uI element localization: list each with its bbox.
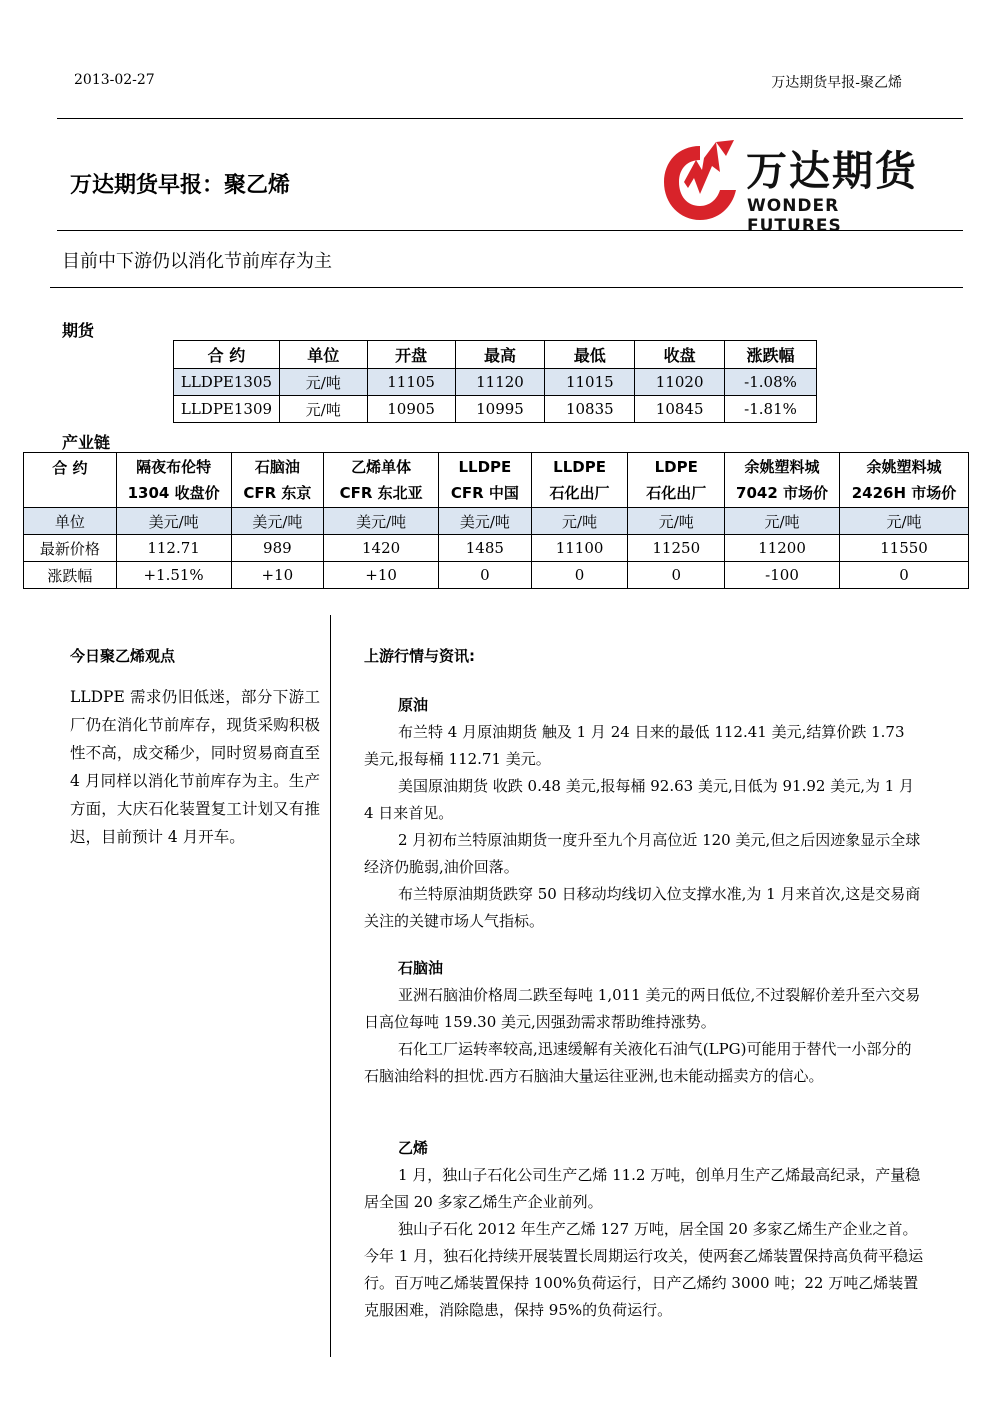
table-cell: 美元/吨: [324, 508, 439, 535]
table-row: [24, 562, 969, 589]
table-cell: 0: [839, 562, 968, 589]
paragraph: 美国原油期货 收跌 0.48 美元,报每桶 92.63 美元,日低为 91.92 美元,为 1 月 4 日来首见。: [364, 777, 915, 822]
logo-chinese-name: 万达期货: [746, 147, 918, 195]
table-cell: 美元/吨: [231, 508, 324, 535]
table-cell: 元/吨: [279, 369, 367, 396]
futures-header-row: [174, 341, 817, 369]
table-cell: 10835: [545, 396, 635, 423]
chain-header-row: [24, 453, 969, 508]
table-cell: 0: [439, 562, 532, 589]
company-logo: [660, 138, 940, 236]
futures-col-header: 最低: [545, 341, 635, 369]
table-cell: 0: [628, 562, 725, 589]
table-cell: +10: [324, 562, 439, 589]
table-cell: 11250: [628, 535, 725, 562]
table-cell: 元/吨: [839, 508, 968, 535]
table-cell: 1420: [324, 535, 439, 562]
chain-col-header: 石脑油 CFR 东京: [231, 453, 324, 508]
table-cell: +10: [231, 562, 324, 589]
futures-col-header: 开盘: [367, 341, 455, 369]
table-row: [174, 396, 817, 423]
table-cell: 989: [231, 535, 324, 562]
futures-col-header: 最高: [455, 341, 545, 369]
chain-col-header: LLDPE 石化出厂: [531, 453, 628, 508]
paragraph: 布兰特原油期货跌穿 50 日移动均线切入位支撑水准,为 1 月来首次,这是交易商关注的关键市场人气指标。: [364, 885, 921, 930]
logo-english-name: WONDER FUTURES: [747, 196, 842, 236]
chain-col-header: 余姚塑料城 7042 市场价: [725, 453, 840, 508]
table-cell: 112.71: [116, 535, 231, 562]
futures-col-header: 单位: [279, 341, 367, 369]
header-doc-title: 万达期货早报-聚乙烯: [771, 75, 902, 91]
header-divider: [57, 118, 963, 119]
title-divider: [57, 230, 963, 231]
chain-col-header: LLDPE CFR 中国: [439, 453, 532, 508]
table-cell: 10845: [635, 396, 725, 423]
paragraph: 亚洲石脑油价格周二跌至每吨 1,011 美元的两日低位,不过裂解价差升至六交易日高位每吨 159.30 美元,因强劲需求帮助维持涨势。: [364, 986, 921, 1031]
table-cell: 11020: [635, 369, 725, 396]
table-cell: 11200: [725, 535, 840, 562]
chain-col-header: 合 约: [24, 453, 117, 508]
table-cell: -1.08%: [725, 369, 817, 396]
table-cell: 0: [531, 562, 628, 589]
upstream-title: 上游行情与资讯:: [364, 647, 475, 665]
table-cell: 10905: [367, 396, 455, 423]
paragraph: 2 月初布兰特原油期货一度升至九个月高位近 120 美元,但之后因迹象显示全球经济仍脆弱,油价回落。: [364, 831, 921, 876]
chain-col-header: 乙烯单体 CFR 东北亚: [324, 453, 439, 508]
chain-col-header: LDPE 石化出厂: [628, 453, 725, 508]
chain-col-header: 余姚塑料城 2426H 市场价: [839, 453, 968, 508]
view-body: LLDPE 需求仍旧低迷，部分下游工厂仍在消化节前库存，现货采购积极性不高，成交稀少，同时贸易商直至 4 月同样以消化节前库存为主。生产方面，大庆石化装置复工计划又有推迟，目前预计 4 月开车。: [70, 688, 320, 846]
view-title: 今日聚乙烯观点: [70, 647, 176, 665]
table-cell: -1.81%: [725, 396, 817, 423]
section-naphtha: [364, 955, 924, 1090]
table-cell: 涨跌幅: [24, 562, 117, 589]
table-cell: 元/吨: [628, 508, 725, 535]
paragraph: 1 月，独山子石化公司生产乙烯 11.2 万吨，创单月生产乙烯最高纪录，产量稳居全国 20 多家乙烯生产企业前列。: [364, 1166, 921, 1211]
section-heading: 原油: [398, 696, 429, 714]
table-cell: 10995: [455, 396, 545, 423]
report-date: 2013-02-27: [74, 72, 155, 88]
table-cell: 11120: [455, 369, 545, 396]
industry-chain-table: [23, 452, 969, 589]
futures-label: 期货: [62, 321, 95, 340]
paragraph: 布兰特 4 月原油期货 触及 1 月 24 日来的最低 112.41 美元,结算价跌 1.73 美元,报每桶 112.71 美元。: [364, 723, 905, 768]
table-cell: 最新价格: [24, 535, 117, 562]
table-cell: 11015: [545, 369, 635, 396]
headline: 目前中下游仍以消化节前库存为主: [62, 251, 332, 272]
section-heading: 乙烯: [398, 1139, 429, 1157]
futures-col-header: 合 约: [174, 341, 280, 369]
paragraph: 独山子石化 2012 年生产乙烯 127 万吨，居全国 20 多家乙烯生产企业之首。今年 1 月，独石化持续开展装置长周期运行攻关，使两套乙烯装置保持高负荷平稳运行。百万吨乙烯装置保持 100%负荷运行，日产乙烯约 3000 吨；22 万吨乙烯装置克服困难，消除隐患，保持 95%的负荷运行。: [364, 1220, 924, 1319]
table-row: [24, 535, 969, 562]
table-cell: 单位: [24, 508, 117, 535]
table-cell: 元/吨: [725, 508, 840, 535]
column-divider: [330, 615, 331, 1357]
table-cell: 美元/吨: [116, 508, 231, 535]
paragraph: 石化工厂运转率较高,迅速缓解有关液化石油气(LPG)可能用于替代一小部分的石脑油给料的担忧.西方石脑油大量运往亚洲,也未能动摇卖方的信心。: [364, 1040, 912, 1085]
table-row: [24, 508, 969, 535]
table-cell: 元/吨: [279, 396, 367, 423]
table-cell: LLDPE1309: [174, 396, 280, 423]
headline-divider: [50, 287, 963, 288]
chain-col-header: 隔夜布伦特 1304 收盘价: [116, 453, 231, 508]
table-cell: 11100: [531, 535, 628, 562]
futures-col-header: 涨跌幅: [725, 341, 817, 369]
table-cell: LLDPE1305: [174, 369, 280, 396]
table-row: [174, 369, 817, 396]
table-cell: 11105: [367, 369, 455, 396]
table-cell: 美元/吨: [439, 508, 532, 535]
section-crude-oil: [364, 692, 924, 935]
section-ethylene: [364, 1135, 924, 1324]
table-cell: +1.51%: [116, 562, 231, 589]
table-cell: 1485: [439, 535, 532, 562]
table-cell: -100: [725, 562, 840, 589]
section-heading: 石脑油: [398, 959, 444, 977]
logo-mark-icon: [660, 138, 740, 224]
table-cell: 11550: [839, 535, 968, 562]
chain-label: 产业链: [62, 433, 111, 452]
table-cell: 元/吨: [531, 508, 628, 535]
futures-col-header: 收盘: [635, 341, 725, 369]
futures-table: [173, 340, 817, 423]
report-title: 万达期货早报：聚乙烯: [70, 173, 291, 198]
